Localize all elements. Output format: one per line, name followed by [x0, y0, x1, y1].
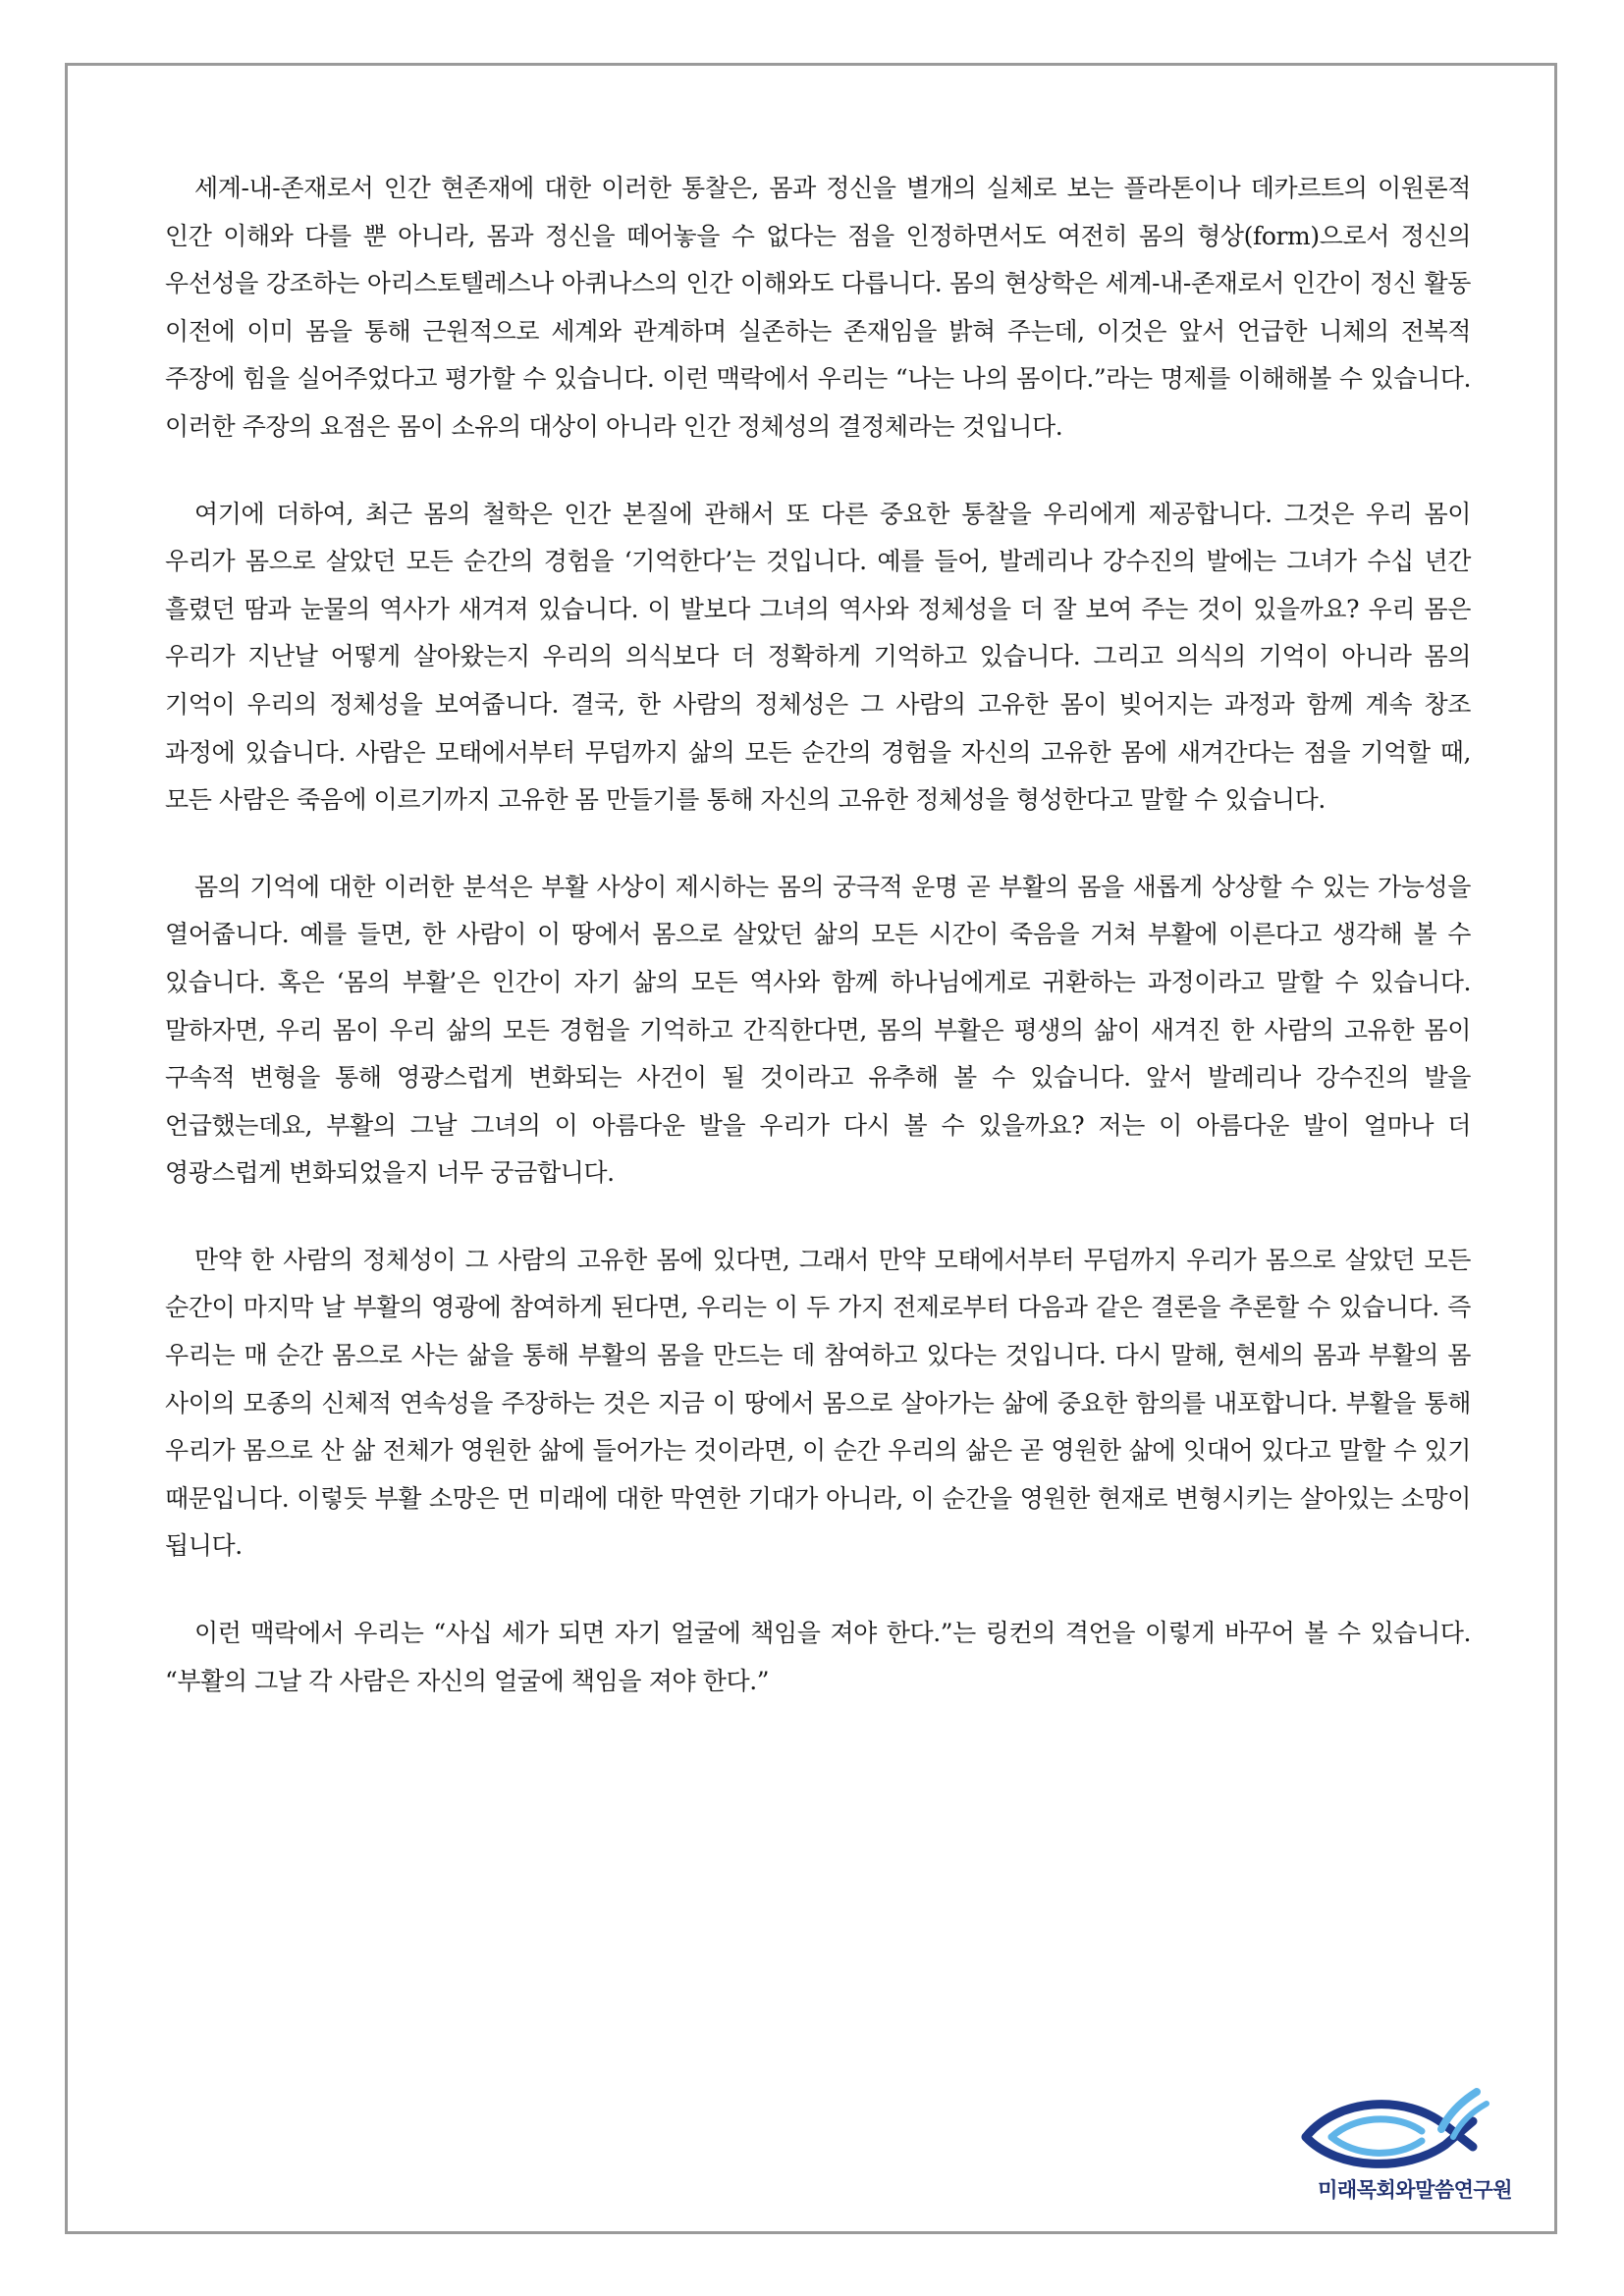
institute-logo	[1267, 2086, 1512, 2204]
paragraph-1: 세계-내-존재로서 인간 현존재에 대한 이러한 통찰은, 몸과 정신을 별개의 실체로 보는 플라톤이나 데카르트의 이원론적 인간 이해와 다를 뿐 아니라, 몸과 정신을 떼어놓을 수 없다는 점을 인정하면서도 여전히 몸의 형상(form)으로서 정신의 우선성을 강조하는 아리스토텔레스나 아퀴나스의 인간 이해와도 다릅니다. 몸의 현상학은 세계-내-존재로서 인간이 정신 활동 이전에 이미 몸을 통해 근원적으로 세계와 관계하며 실존하는 존재임을 밝혀 주는데, 이것은 앞서 언급한 니체의 전복적 주장에 힘을 실어주었다고 평가할 수 있습니다. 이런 맥락에서 우리는 “나는 나의 몸이다.”라는 명제를 이해해볼 수 있습니다. 이러한 주장의 요점은 몸이 소유의 대상이 아니라 인간 정체성의 결정체라는 것입니다.	[165, 174, 1471, 441]
logo-text: 미래목회와말씀연구원	[1318, 2178, 1512, 2202]
paragraph-4: 만약 한 사람의 정체성이 그 사람의 고유한 몸에 있다면, 그래서 만약 모태에서부터 무덤까지 우리가 몸으로 살았던 모든 순간이 마지막 날 부활의 영광에 참여하게 된다면, 우리는 이 두 가지 전제로부터 다음과 같은 결론을 추론할 수 있습니다. 즉 우리는 매 순간 몸으로 사는 삶을 통해 부활의 몸을 만드는 데 참여하고 있다는 것입니다. 다시 말해, 현세의 몸과 부활의 몸 사이의 모종의 신체적 연속성을 주장하는 것은 지금 이 땅에서 몸으로 살아가는 삶에 중요한 함의를 내포합니다. 부활을 통해 우리가 몸으로 산 삶 전체가 영원한 삶에 들어가는 것이라면, 이 순간 우리의 삶은 곧 영원한 삶에 잇대어 있다고 말할 수 있기 때문입니다. 이렇듯 부활 소망은 먼 미래에 대한 막연한 기대가 아니라, 이 순간을 영원한 현재로 변형시키는 살아있는 소망이 됩니다.	[165, 1245, 1471, 1561]
fish-icon	[1298, 2086, 1494, 2172]
paragraph-3: 몸의 기억에 대한 이러한 분석은 부활 사상이 제시하는 몸의 궁극적 운명 곧 부활의 몸을 새롭게 상상할 수 있는 가능성을 열어줍니다. 예를 들면, 한 사람이 이 땅에서 몸으로 살았던 삶의 모든 시간이 죽음을 거쳐 부활에 이른다고 생각해 볼 수 있습니다. 혹은 ‘몸의 부활’은 인간이 자기 삶의 모든 역사와 함께 하나님에게로 귀환하는 과정이라고 말할 수 있습니다. 말하자면, 우리 몸이 우리 삶의 모든 경험을 기억하고 간직한다면, 몸의 부활은 평생의 삶이 새겨진 한 사람의 고유한 몸이 구속적 변형을 통해 영광스럽게 변화되는 사건이 될 것이라고 유추해 볼 수 있습니다. 앞서 발레리나 강수진의 발을 언급했는데요, 부활의 그날 그녀의 이 아름다운 발을 우리가 다시 볼 수 있을까요? 저는 이 아름다운 발이 얼마나 더 영광스럽게 변화되었을지 너무 궁금합니다.	[165, 872, 1471, 1188]
document-body	[165, 165, 1471, 1744]
paragraph-2: 여기에 더하여, 최근 몸의 철학은 인간 본질에 관해서 또 다른 중요한 통찰을 우리에게 제공합니다. 그것은 우리 몸이 우리가 몸으로 살았던 모든 순간의 경험을 ‘기억한다’는 것입니다. 예를 들어, 발레리나 강수진의 발에는 그녀가 수십 년간 흘렸던 땀과 눈물의 역사가 새겨져 있습니다. 이 발보다 그녀의 역사와 정체성을 더 잘 보여 주는 것이 있을까요? 우리 몸은 우리가 지난날 어떻게 살아왔는지 우리의 의식보다 더 정확하게 기억하고 있습니다. 그리고 의식의 기억이 아니라 몸의 기억이 우리의 정체성을 보여줍니다. 결국, 한 사람의 정체성은 그 사람의 고유한 몸이 빚어지는 과정과 함께 계속 창조 과정에 있습니다. 사람은 모태에서부터 무덤까지 삶의 모든 순간의 경험을 자신의 고유한 몸에 새겨간다는 점을 기억할 때, 모든 사람은 죽음에 이르기까지 고유한 몸 만들기를 통해 자신의 고유한 정체성을 형성한다고 말할 수 있습니다.	[165, 499, 1471, 815]
paragraph-5: 이런 맥락에서 우리는 “사십 세가 되면 자기 얼굴에 책임을 져야 한다.”는 링컨의 격언을 이렇게 바꾸어 볼 수 있습니다. “부활의 그날 각 사람은 자신의 얼굴에 책임을 져야 한다.”	[165, 1619, 1471, 1695]
